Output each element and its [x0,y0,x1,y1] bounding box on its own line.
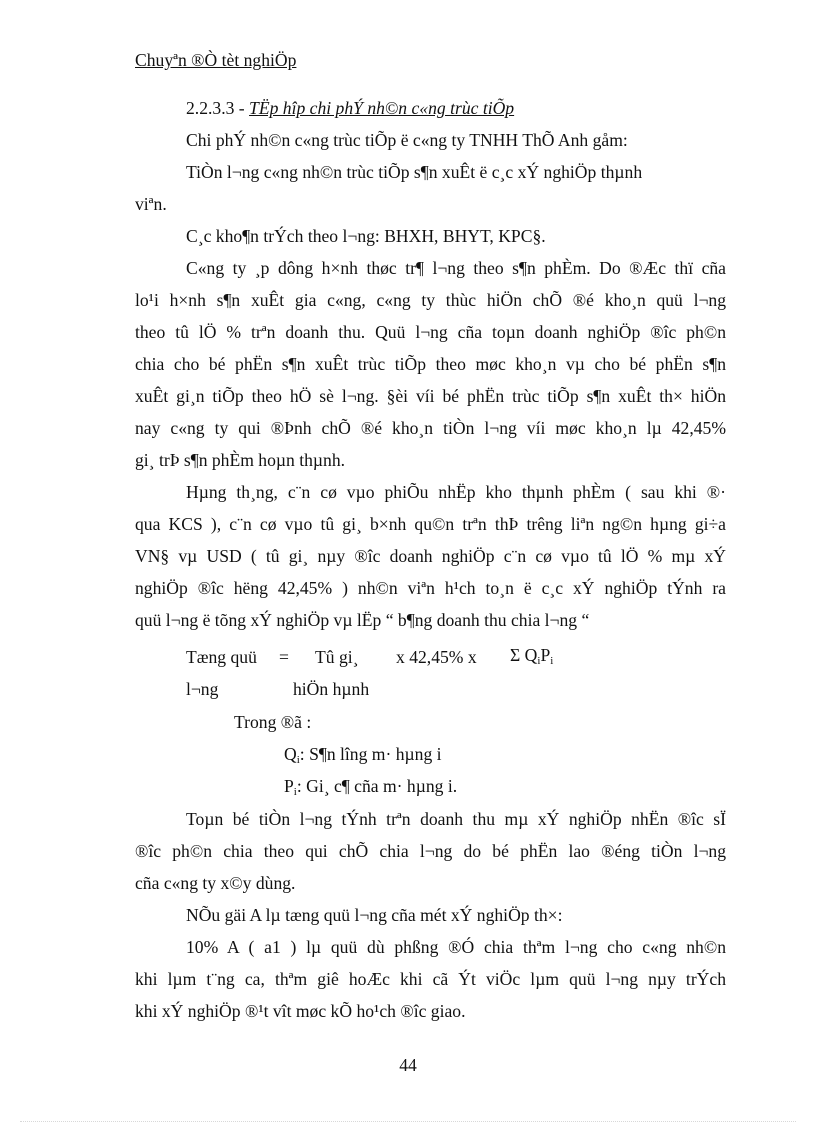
page-number: 44 [399,1055,417,1075]
paragraph-policy-line-3: theo tû lÖ % trªn doanh thu. Quü l¬ng cña toµn doanh nghiÖp ®îc ph©n [135,322,726,342]
paragraph-reserve-line-2: khi lµm t¨ng ca, thªm giê hoÆc khi cã Ýt viÖc lµm quü l¬ng nµy trÝch [135,969,726,989]
paragraph-policy-line-4: chia cho bé phËn s¶n xuÊt trùc tiÕp theo møc kho¸n vµ cho bé phËn s¶n [135,354,726,374]
q-index: i [296,754,300,766]
paragraph-policy-line-5: xuÊt gi¸n tiÕp theo hÖ sè l¬ng. §èi víi bé phËn trùc tiÕp s¶n xuÊt th× hiÖn [135,386,726,406]
paragraph-monthly-line-1: Hµng th¸ng, c¨n cø vµo phiÕu nhËp kho thµnh phÈm ( sau khi ®· [186,482,726,502]
formula-wage-label: l¬ng [186,679,219,699]
paragraph-labor-cost-intro: Chi phÝ nh©n c«ng trùc tiÕp ë c«ng ty TNHH ThÕ Anh gåm: [186,130,628,150]
formula-equals: = [279,647,289,667]
formula-q: Q [524,645,538,665]
paragraph-distribution-line-2: ®îc ph©n chia theo qui chÕ chia l¬ng do bé phËn lao ®éng tiÒn l¬ng [135,841,726,861]
formula-q-index: i [537,655,541,667]
paragraph-wages-line-1: TiÒn l¬ng c«ng nh©n trùc tiÕp s¶n xuÊt ë c¸c xÝ nghiÖp thµnh [186,162,643,182]
paragraph-distribution-line-1: Toµn bé tiÒn l¬ng tÝnh trªn doanh thu mµ xÝ nghiÖp nhËn ®îc sÏ [186,809,726,829]
paragraph-reserve-line-1: 10% A ( a1 ) lµ quü dù phßng ®Ó chia thªm l¬ng cho c«ng nh©n [186,937,726,957]
sum-symbol: Σ [510,645,521,665]
section-heading [186,97,514,119]
paragraph-deductions: C¸c kho¶n trÝch theo l¬ng: BHXH, BHYT, KPC§. [186,226,546,246]
running-header: Chuyªn ®Ò tèt nghiÖp [135,50,297,70]
formula-exchange-rate: Tû gi¸ [315,647,359,667]
formula-p-index: i [550,655,554,667]
q-description: : S¶n lîng m· hµng i [299,744,442,764]
section-number: 2.2.3.3 - [186,98,250,118]
paragraph-monthly-line-5: quü l¬ng ë tõng xÝ nghiÖp vµ lËp “ b¶ng doanh thu chia l¬ng “ [135,610,590,630]
formula-p: P [540,645,551,665]
paragraph-monthly-line-3: VN§ vµ USD ( tû gi¸ nµy ®îc doanh nghiÖp c¨n cø vµo tû lÖ % mµ xÝ [135,546,726,566]
paragraph-policy-line-1: C«ng ty ¸p dông h×nh thøc tr¶ l¬ng theo s¶n phÈm. Do ®Æc thï cña [186,258,726,278]
paragraph-fund-a: NÕu gäi A lµ tæng quü l¬ng cña mét xÝ nghiÖp th×: [186,905,563,925]
paragraph-policy-line-6: nay c«ng ty qui ®Þnh chÕ ®é kho¸n tiÒn l¬ng víi møc kho¸n lµ 42,45% [135,418,726,438]
page-bottom-divider [20,1121,796,1122]
formula-multiplier: x 42,45% x [396,647,477,667]
formula-total-fund: Tæng quü [186,647,257,667]
paragraph-distribution-line-3: cña c«ng ty x©y dùng. [135,873,296,893]
paragraph-monthly-line-2: qua KCS ), c¨n cø vµo tû gi¸ b×nh qu©n trªn thÞ trêng liªn ng©n hµng gi÷a [135,514,726,534]
paragraph-policy-line-2: lo¹i h×nh s¶n xuÊt gia c«ng, c«ng ty thùc hiÖn chÕ ®é kho¸n quü l¬ng [135,290,726,310]
q-symbol: Q [284,744,297,764]
formula-q-definition [284,743,442,771]
paragraph-reserve-line-3: khi xÝ nghiÖp ®¹t vît møc kÕ ho¹ch ®îc giao. [135,1001,466,1021]
formula-current-label: hiÖn hµnh [293,679,370,699]
p-symbol: P [284,776,294,796]
paragraph-policy-line-7: gi¸ trÞ s¶n phÈm hoµn thµnh. [135,450,346,470]
formula-p-definition [284,775,457,803]
formula-where: Trong ®ã : [234,712,312,732]
paragraph-monthly-line-4: nghiÖp ®îc hëng 42,45% ) nh©n viªn h¹ch to¸n ë c¸c xÝ nghiÖp tÝnh ra [135,578,726,598]
p-index: i [293,786,297,798]
paragraph-wages-line-2: viªn. [135,194,167,214]
formula-sum [510,644,553,672]
p-description: : Gi¸ c¶ cña m· hµng i. [296,776,458,796]
section-title: TËp hîp chi phÝ nh©n c«ng trùc tiÕp [249,98,515,118]
